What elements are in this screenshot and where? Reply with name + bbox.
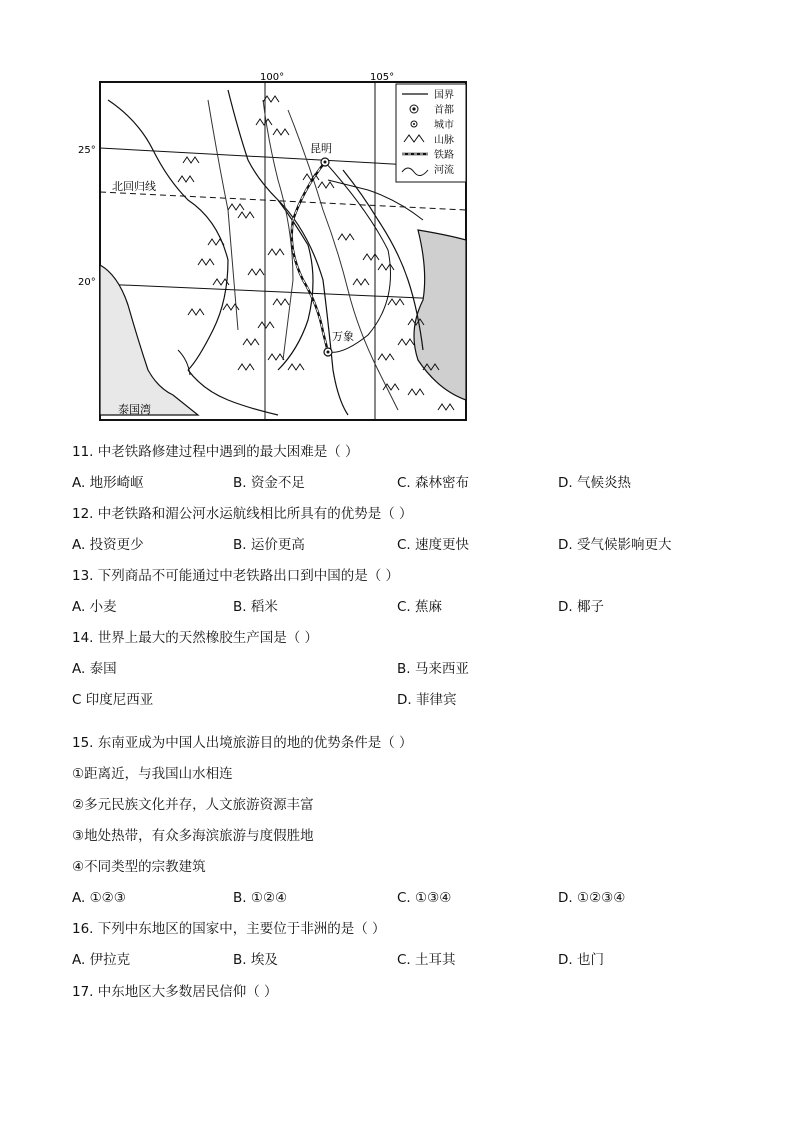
mountain-symbol bbox=[248, 269, 264, 275]
mountain-symbol bbox=[438, 404, 454, 410]
question-12-stem: 12. 中老铁路和湄公河水运航线相比所具有的优势是（ ） bbox=[72, 506, 413, 522]
legend-railway-label: 铁路 bbox=[434, 150, 454, 161]
city-icon bbox=[411, 121, 417, 127]
q12-option-c[interactable]: C. 速度更快 bbox=[397, 537, 470, 553]
mountain-symbol bbox=[256, 119, 272, 125]
q14-option-d[interactable]: D. 菲律宾 bbox=[397, 692, 457, 708]
lat-label-20: 20° bbox=[78, 277, 96, 288]
q12-option-b[interactable]: B. 运价更高 bbox=[233, 537, 305, 553]
mountain-symbol bbox=[178, 176, 194, 182]
mountain-symbol bbox=[188, 309, 204, 315]
mountain-symbol bbox=[398, 339, 414, 345]
mountain-symbol bbox=[243, 339, 259, 345]
lon-label-105: 105° bbox=[370, 72, 395, 83]
q16-option-c[interactable]: C. 土耳其 bbox=[397, 952, 456, 968]
q15-option-d[interactable]: D. ①②③④ bbox=[558, 890, 626, 906]
q16-option-a[interactable]: A. 伊拉克 bbox=[72, 952, 131, 968]
q13-option-c[interactable]: C. 蕉麻 bbox=[397, 599, 443, 615]
q15-item-3: ③地处热带，有众多海滨旅游与度假胜地 bbox=[72, 828, 314, 844]
lon-label-100: 100° bbox=[260, 72, 285, 83]
q11-option-a[interactable]: A. 地形崎岖 bbox=[72, 475, 144, 491]
question-17-stem: 17. 中东地区大多数居民信仰（ ） bbox=[72, 984, 278, 1000]
railway-line bbox=[292, 162, 328, 352]
legend-capital-label: 首都 bbox=[434, 105, 454, 116]
mountain-symbol bbox=[378, 264, 394, 270]
q16-option-b[interactable]: B. 埃及 bbox=[233, 952, 278, 968]
q11-option-b[interactable]: B. 资金不足 bbox=[233, 475, 305, 491]
mountain-symbol bbox=[198, 259, 214, 265]
map-legend bbox=[396, 84, 466, 182]
q15-option-c[interactable]: C. ①③④ bbox=[397, 890, 452, 906]
mountain-symbol bbox=[378, 354, 394, 360]
kunming-label: 昆明 bbox=[310, 142, 332, 155]
mountain-symbol bbox=[183, 157, 199, 163]
tropic-label: 北回归线 bbox=[112, 180, 156, 193]
gulf-label: 泰国湾 bbox=[118, 403, 151, 416]
legend-border-label: 国界 bbox=[434, 90, 454, 101]
legend-city-label: 城市 bbox=[434, 120, 454, 131]
legend-mountain-label: 山脉 bbox=[434, 135, 454, 146]
question-15-stem: 15. 东南亚成为中国人出境旅游目的地的优势条件是（ ） bbox=[72, 735, 413, 751]
q13-option-d[interactable]: D. 椰子 bbox=[558, 599, 604, 615]
q14-option-c[interactable]: C 印度尼西亚 bbox=[72, 692, 154, 708]
mountain-symbol bbox=[338, 234, 354, 240]
q14-option-b[interactable]: B. 马来西亚 bbox=[397, 661, 469, 677]
legend-river-label: 河流 bbox=[434, 165, 454, 176]
question-13-stem: 13. 下列商品不可能通过中老铁路出口到中国的是（ ） bbox=[72, 568, 400, 584]
q11-option-c[interactable]: C. 森林密布 bbox=[397, 475, 470, 491]
mountain-symbol bbox=[363, 254, 379, 260]
question-11-stem: 11. 中老铁路修建过程中遇到的最大困难是（ ） bbox=[72, 444, 359, 460]
q13-option-b[interactable]: B. 稻米 bbox=[233, 599, 278, 615]
mountain-symbol bbox=[388, 299, 404, 305]
lat-label-25: 25° bbox=[78, 145, 96, 156]
question-16-stem: 16. 下列中东地区的国家中，主要位于非洲的是（ ） bbox=[72, 921, 386, 937]
kunming-marker bbox=[310, 142, 332, 166]
q15-option-b[interactable]: B. ①②④ bbox=[233, 890, 288, 906]
mountain-symbol bbox=[258, 322, 274, 328]
mountain-symbol bbox=[268, 249, 284, 255]
q15-option-a[interactable]: A. ①②③ bbox=[72, 890, 126, 906]
q15-item-2: ②多元民族文化并存，人文旅游资源丰富 bbox=[72, 797, 314, 813]
q13-option-a[interactable]: A. 小麦 bbox=[72, 599, 117, 615]
capital-icon bbox=[410, 105, 418, 113]
question-14-stem: 14. 世界上最大的天然橡胶生产国是（ ） bbox=[72, 630, 319, 646]
vientiane-label: 万象 bbox=[332, 330, 354, 343]
mountain-symbol bbox=[238, 212, 254, 218]
mountain-symbol bbox=[238, 364, 254, 370]
mountain-symbol bbox=[408, 389, 424, 395]
q11-option-d[interactable]: D. 气候炎热 bbox=[558, 475, 631, 491]
q16-option-d[interactable]: D. 也门 bbox=[558, 952, 604, 968]
q12-option-a[interactable]: A. 投资更少 bbox=[72, 537, 144, 553]
mountain-symbol bbox=[228, 204, 244, 210]
mountain-symbol bbox=[273, 299, 289, 305]
mountain-symbol bbox=[288, 364, 304, 370]
q15-item-1: ①距离近，与我国山水相连 bbox=[72, 766, 233, 782]
map-figure bbox=[78, 70, 468, 422]
q14-option-a[interactable]: A. 泰国 bbox=[72, 661, 117, 677]
mountain-symbol bbox=[353, 279, 369, 285]
mountain-symbol bbox=[268, 354, 284, 360]
mountain-symbol bbox=[273, 129, 289, 135]
q12-option-d[interactable]: D. 受气候影响更大 bbox=[558, 537, 672, 553]
q15-item-4: ④不同类型的宗教建筑 bbox=[72, 859, 206, 875]
mountain-symbol bbox=[318, 182, 334, 188]
